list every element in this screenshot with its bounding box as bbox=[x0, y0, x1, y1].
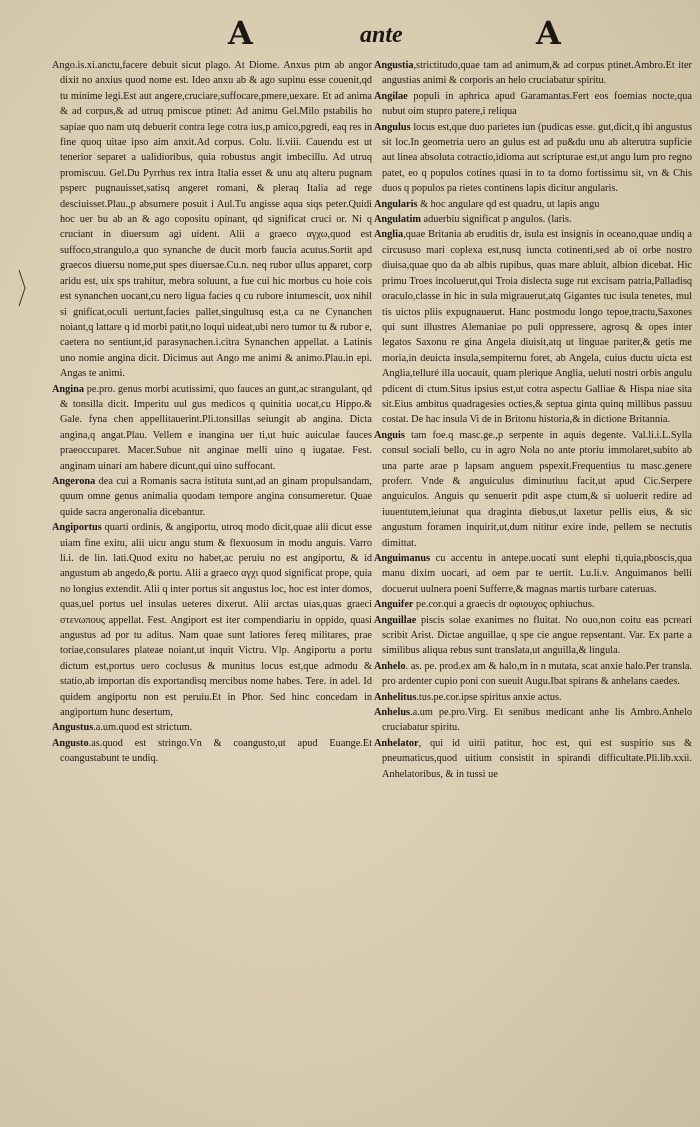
dictionary-entry bbox=[374, 659, 692, 690]
entry-headword: Angilae bbox=[374, 90, 408, 102]
entry-text: Ango.is.xi.anctu,facere debuit sicut plago. At Diome. Anxus ptm ab angor dixit no anxius quod nome est. Ideo anxu ab & ago supinu esse couenit,qd tu minime legi.Est aut angere,cruciare,suffocare,pmere,uexare. Et ad anima & ad corpus,& ad utruq pmiscue ptinet: Ad animu Gel.Milo pstabilis ho sapiae quo nam utq debuerit contra lege cotra ius,p amico,pgredi, eaq res in fine quoq uitae ipso aim anxit.Ad corpus. Colu. li.viii. Cauendu est ut tenerior separet a ualidioribus, quia robustus angit imbecillu. Ad utruq promiscuu. Gel.Du Pyrrhus rex intra Italia esset & unu atq alteru pugnam psperc pugnauisset,satisq angeret romani, & pleraq Italia ad rege desciuisset.Plau.,p absumere posuit i Aul.Tu angisse aqua siqs peter.Quidi hoc uer bu ab an & ago copositu opinant, qd significat cruci or. Ni q cruciant in diuersum agi uident. Alii a graeco αγχω,quod est suffoco,strangulo,a quo synanche de ducit morb faucia acutus.Sortit apd graecos diuersu nome,put spes diuersae.Cu.n. neq rubor ullus apparet, corp aridu est, uix sps trahitur, mebra soluunt, a fue cui hic morbus cu hoie cois est synanchen uocant,cu nero ligua facies q cu rubore intumescit, uox nihil si gnificat,oculi uertunt,facies pallet,singultusq est,a ca ne Cynanchen noiant,q lattare q id morbi patit,no loqui uideat,ubi nero tumor tu & rubor e, caetera no sentiunt,id parasynachen.i.citra Synanchen appellat. a Latinis uno nomie angina dicit. Dicimus aut Ango me animi & animo.Plau.in epi. Angas te animi. bbox=[52, 60, 372, 380]
entry-headword: Anhelitus bbox=[374, 691, 417, 703]
entry-text: quarti ordinis, & angiportu, utroq modo dicit,quae alii dicut esse uiam fine exitu, alii uicu angu stum & flexuosum in modu anguis. Varro li.i. de lin. lati.Quod exitu no habet,ac peruiu no est angiportu, & id angustum ab angedo,& portu. Alii a graeco αγχι quod significat prope, quia no longius extendit. Alii q inter portus sit angustus loc, hoc est inter domos, quas,uel portus uel insulas ueteres dixerut. Alii arctas uias,quas graeci στενωπους appellat. Fest. Angiport est iter compendiariu in oppido, quasi angustus ad por tu aditus. Nam quae sunt latiores fereq militares, prae toriae,consulares plateae noiant,ut inquit Victru. Vlp. Angiportu a portu dictum est,portus uero coclusus & munitus locus est,que admodu & statio,ab importan dis exportandisq mercibus nome habes. Tere. in adel. Id quidem angiportu non est peruiu.Et in Phor. Sed hinc concedam in angiportum hunc desertum, bbox=[60, 522, 372, 719]
left-column bbox=[52, 58, 372, 782]
entry-text: dea cui a Romanis sacra istituta sunt,ad an ginam propulsandam, quum omne genus animalia quodam tempore angina consumeretur. Quae quide sacra angeronalia dicebantur. bbox=[60, 475, 372, 518]
dictionary-entry bbox=[374, 227, 692, 427]
dictionary-entry bbox=[374, 690, 692, 705]
dictionary-entry bbox=[374, 58, 692, 89]
entry-text: cu accentu in antepe.uocati sunt elephi ti,quia,pboscis,qua manu dixim uocari, ad oem par te uertit. Lu.li.v. Anguimanos belli docuerut uulnera poeni Sufferre,& magnas martis turbare cateruas. bbox=[382, 553, 692, 595]
header-word: ante bbox=[360, 22, 403, 48]
entry-text: tam foe.q masc.ge.,p serpente in aquis degente. Val.li.i.L.Sylla consul sociali bello, cu in agro Nola no ante ptoriu immolaret,subito ab una parte arae p lapsam anguem pspexit.Frequentius tu masc.genere proferr. Vnde & anguiculus diminutiuu facit,ut apud Cic.Serpere anguiculos. Anguis qu senuerit pdit aspe ctum,& si uoluerit redire ad iuuentutem,ieiunat qua draginta diebus,ut laxetur pellis eius, & sic angustum foramen inquirit,ut,dum nititur exire inde, pellem se nectutis dimittat. bbox=[382, 429, 692, 549]
entry-text: , qui id uitii patitur, hoc est, qui est suspirio sus & pneumaticus,quod uitium consistit in spirandi difficultate.Pli.lib.xxii. Anhelatoribus, & in tussi ue bbox=[382, 737, 692, 780]
dictionary-entry bbox=[52, 736, 372, 767]
dictionary-entry bbox=[374, 551, 692, 597]
header-right-letter: A bbox=[536, 14, 560, 52]
entry-headword: Anguifer bbox=[374, 599, 414, 611]
entry-text: pe.pro. genus morbi acutissimi, quo fauces an gunt,ac strangulant, qd & tonsilla dicit. Imperitu uul gus medicos q quinitia uocat,cu Hippo.& Gale. fyna chen appellitauerint.Pli.tonsillas seiungit ab angina. Dicta angina,q angat.Plau. Vellem e inangina uer ti,ut huic auiculae fauces praeoccuparet. Macer.Subue nit anginae melli uino q iugatae. Fest. anginam uinari am habere dicunt,qui uino suffocant. bbox=[60, 383, 372, 472]
entry-headword: Angerona bbox=[52, 475, 96, 487]
dictionary-entry bbox=[374, 89, 692, 120]
entry-text: populi in aphrica apud Garamantas.Fert eos foemias nocte,qua nubut oim stupro patere,i reliqua bbox=[382, 90, 692, 118]
dictionary-entry bbox=[374, 613, 692, 659]
entry-headword: Anguimanus bbox=[374, 553, 431, 564]
entry-headword: Anhelus bbox=[374, 707, 411, 719]
entry-headword: Angiportus bbox=[52, 522, 102, 534]
dictionary-entry bbox=[374, 597, 692, 612]
entry-text: . as. pe. prod.ex am & halo,m in n mutata, scat anxie halo.Per transla. pro ardenter cupio poni con sueuit Augu.Ibat spirans & anhelans caedes. bbox=[382, 660, 692, 688]
dictionary-entry bbox=[374, 197, 692, 212]
header-left-letter: A bbox=[228, 14, 252, 52]
entry-headword: Angustia bbox=[374, 60, 414, 71]
entry-headword: Anhelo bbox=[374, 660, 406, 672]
dictionary-entry bbox=[374, 705, 692, 736]
entry-headword: Angulus bbox=[374, 121, 411, 133]
entry-headword: Anglia bbox=[374, 229, 404, 241]
right-column bbox=[374, 58, 692, 782]
entry-text: ,quae Britania ab eruditis dr, isula est insignis in oceano,quae undiq a circususo mari coplexa est,nusq iuncta cotinenti,sed ab oi orbe nostro diuisa,quae quo da ab albis rupibus, quas mare abluit, albion dicebat. Hic primu Troes incoluerut,qui Troia dislecta suge rut excisam patria,Palladisq oraculo,classe in hic in sula migrauerut,atq Gigantes tuc isula tenetes, mul tis uictos pliis expugnauerut. Hanc postmodu longo tepoe,tractu,Saxones qui sunt illustres Alemaniae po puli oppressere, agrosq & opes inter legatos Saxonu re gina Angela diuisit,atq ut linguae pariter,& getis me moria,in deuicta insula,sempiternu foret, ab Angela, cuius ductu uicta est Anglia,telluré illa uocauit, quam plerique Anglia, ueluti nostri orbis angulu pdicent di ctum.Situs ipsius est,ut cotra aspectu Galliae & Hispa niae sita sit.Eius ambitus quadragesies octies,& septua ginta quinq millibus passuu costat. De hac insula Vi de in Britonu historia,& in dictione Britannia. bbox=[382, 229, 692, 426]
entry-headword: Angulatim bbox=[374, 214, 421, 226]
entry-headword: Angularis bbox=[374, 198, 418, 210]
entry-text: .as.quod est stringo.Vn & coangusto,ut apud Euange.Et coangustabunt te undiq. bbox=[60, 737, 372, 765]
dictionary-entry bbox=[52, 382, 372, 474]
entry-headword: Anguillae bbox=[374, 614, 417, 626]
entry-headword: Angusto bbox=[52, 737, 89, 749]
dictionary-entry bbox=[52, 474, 372, 520]
margin-bracket-mark bbox=[18, 268, 26, 308]
dictionary-entry bbox=[374, 736, 692, 782]
entry-text: ,strictitudo,quae tam ad animum,& ad corpus ptinet.Ambro.Et iter angustias animi & corporis an helo cruciabatur spiritu. bbox=[382, 60, 692, 87]
entry-text: & hoc angulare qd est quadru, ut lapis angu bbox=[417, 198, 600, 210]
entry-text: .a.um.quod est strictum. bbox=[93, 722, 193, 734]
entry-text: aduerbiu significat p angulos. (laris. bbox=[420, 214, 572, 226]
dictionary-entry bbox=[374, 428, 692, 551]
entry-text: piscis solae exanimes no fluitat. No ouo,non coitu eas pcreari scribit Arist. Dictae anguillae, q spe cie angue repsentant. Var. Ex parte a similibus aliqua rebus sunt translata,ut anguilla,& lingula. bbox=[382, 614, 692, 657]
entry-text: pe.cor.qui a graecis dr οφιουχος ophiuchus. bbox=[413, 599, 595, 611]
entry-headword: Anhelator bbox=[374, 737, 419, 749]
dictionary-entry bbox=[52, 58, 372, 382]
entry-headword: Anguis bbox=[374, 429, 405, 441]
dictionary-entry bbox=[374, 120, 692, 197]
dictionary-entry bbox=[374, 212, 692, 227]
entry-text: locus est,que duo parietes iun (pudicas esse. gut,dicit,q ibi angustus sit loc.In geometria uero an gulus est ad pu&du unu ab alterutra supficie aut linea absoluta cotractio,idioma aut scripturae est,ut angu lum pro regno patet, eo q populos cotines quasi in to ta domo fortissimu sit, vn & Chis duos q populos pa rietes continens lapis dicitur angularis. bbox=[382, 121, 692, 195]
dictionary-entry bbox=[52, 520, 372, 720]
entry-text: .a.um pe.pro.Virg. Et senibus medicant anhe lis Ambro.Anhelo cruciabatur spiritu. bbox=[382, 707, 692, 734]
entry-headword: Angustus bbox=[52, 722, 94, 734]
running-header bbox=[52, 14, 692, 54]
dictionary-entry bbox=[52, 720, 372, 735]
entry-text: .tus.pe.cor.ipse spiritus anxie actus. bbox=[416, 691, 562, 703]
text-columns bbox=[52, 58, 692, 782]
entry-headword: Angina bbox=[52, 383, 85, 395]
